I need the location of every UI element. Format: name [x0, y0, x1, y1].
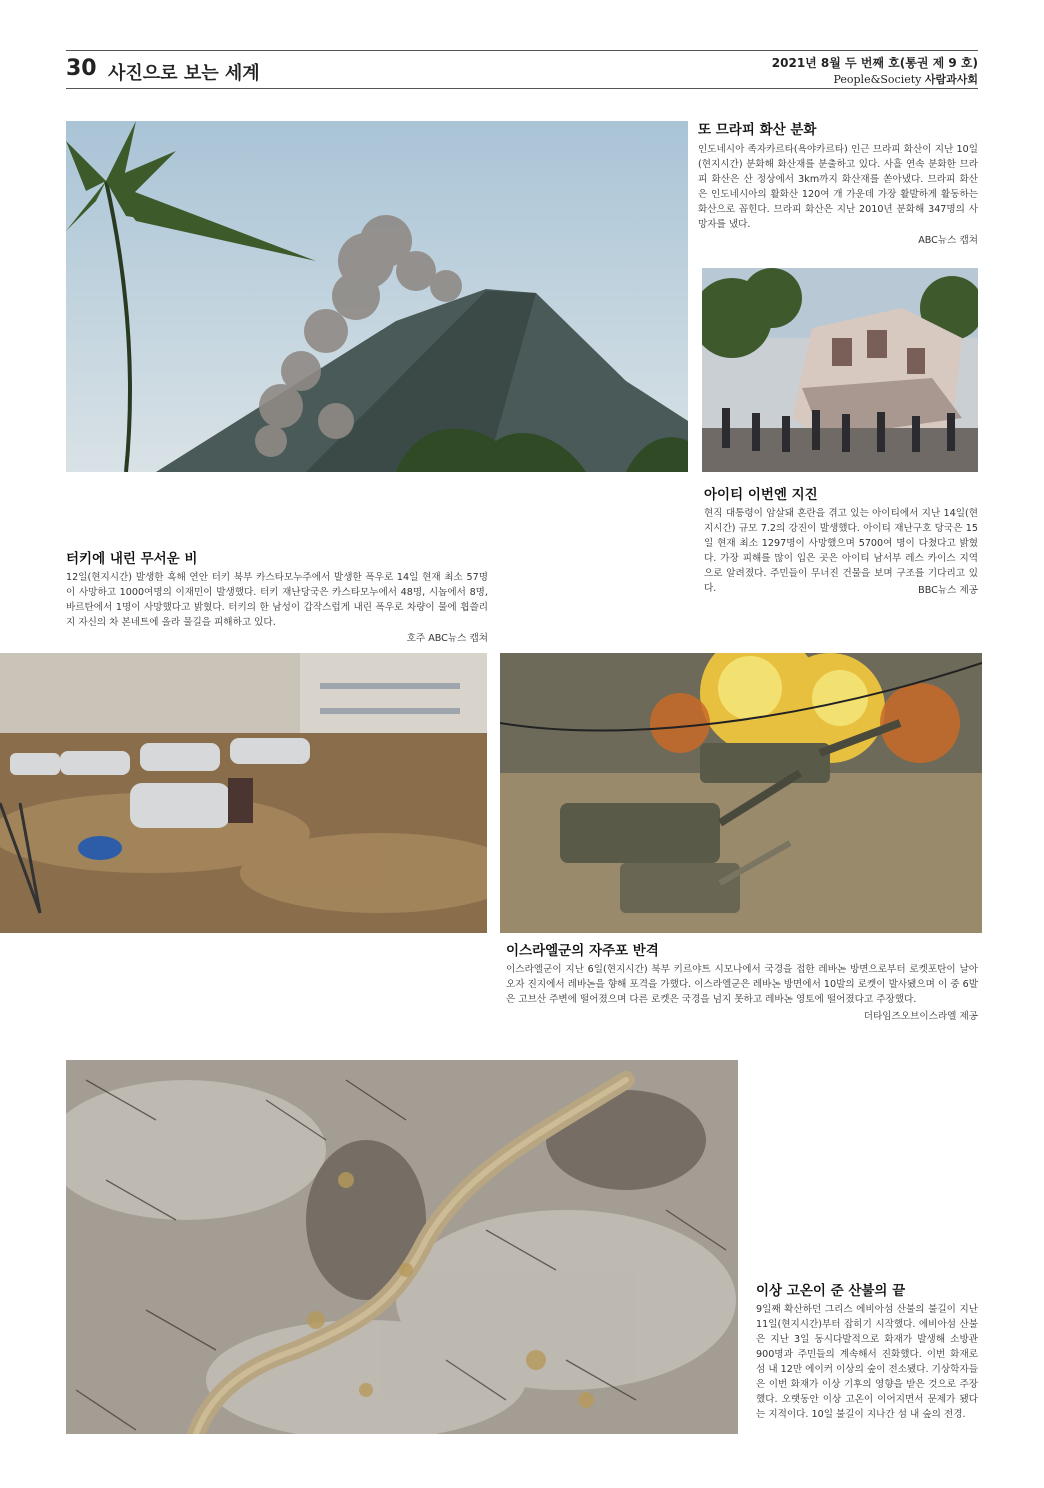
header-bottom-rule [66, 88, 978, 89]
article-israel-body: 이스라엘군이 지난 6일(현지시간) 북부 키르야트 시모나에서 국경을 접한 레바논 방면으로부터 로켓포탄이 날아오자 진지에서 레바논을 향해 포격을 가했다. 이스라엘군은 레바논 방면에서 10발의 로켓이 발사됐으며 이 중 6발은 고브산 주변에 떨어졌으며 다른 로켓은 국경을 넘지 못하고 레바논 영토에 떨어졌다고 주장했다. [506, 964, 978, 1005]
section-title: 사진으로 보는 세계 [108, 63, 260, 84]
article-merapi-body: 인도네시아 족자카르타(욕야카르타) 인근 므라피 화산이 지난 10일(현지시간) 분화해 화산재를 분출하고 있다. 사흘 연속 분화한 므라피 화산은 산 정상에서 3km까지 화산재를 쏟아냈다. 므라피 화산은 인도네시아의 활화산 120여 개 가운데 가장 활발하게 활동하는 화산으로 꼽힌다. 므라피 화산은 지난 2010년 분화해 347명의 사망자를 냈다. [698, 144, 978, 230]
article-wildfire-body: 9일째 확산하던 그리스 에비아섬 산불의 불길이 지난 11일(현지시간)부터 잡히기 시작했다. 에비아섬 산불은 지난 3일 동시다발적으로 화재가 발생해 소방관 900명과 주민들의 계속해서 진화했다. 이번 화재로 섬 내 12만 에이커 이상의 숲이 전소됐다. 기상학자들은 이번 화재가 이상 기후의 영향을 받은 것으로 주장했다. 오랫동안 이상 고온이 이어지면서 문제가 됐다는 지적이다. 10일 불길이 지나간 섬 내 숲의 전경. [756, 1304, 978, 1420]
article-israel-credit: 더타임즈오브이스라엘 제공 [863, 1011, 978, 1022]
issue-info: 2021년 8월 두 번째 호(통권 제 9 호) [771, 56, 978, 70]
header-top-rule [66, 50, 978, 51]
volcano-photo [66, 121, 688, 472]
publication-name [833, 71, 978, 87]
article-turkey-headline: 터키에 내린 무서운 비 [66, 551, 198, 567]
article-merapi-credit: ABC뉴스 캡쳐 [918, 235, 978, 246]
page-number: 30 [66, 56, 97, 81]
publication-name-en: People&Society [833, 73, 922, 86]
article-israel-headline: 이스라엘군의 자주포 반격 [506, 943, 659, 959]
article-haiti-body: 현직 대통령이 암살돼 혼란을 겪고 있는 아이티에서 지난 14일(현지시간) 규모 7.2의 강진이 발생했다. 아이티 재난구호 당국은 15일 현재 최소 1297명이 사망했으며 5700여 명이 다쳤다고 밝혔다. 가장 피해를 많이 입은 곳은 아이티 남서부 레스 카이스 지역으로 알려졌다. 주민들이 무너진 건물을 보며 구조를 기다리고 있다. [704, 508, 978, 594]
haiti-earthquake-photo [702, 268, 978, 472]
israel-artillery-photo [500, 653, 982, 933]
article-wildfire-headline: 이상 고온이 준 산불의 끝 [756, 1283, 906, 1299]
article-merapi-headline: 또 므라피 화산 분화 [698, 122, 817, 138]
turkey-flood-photo [0, 653, 487, 933]
article-haiti-headline: 아이티 이번엔 지진 [704, 487, 818, 503]
article-turkey-credit: 호주 ABC뉴스 캡쳐 [406, 633, 488, 644]
publication-name-ko: 사람과사회 [924, 73, 978, 86]
wildfire-aerial-photo [66, 1060, 738, 1434]
article-haiti-credit: BBC뉴스 제공 [918, 585, 978, 596]
article-turkey-body: 12일(현지시간) 발생한 흑해 연안 터키 북부 카스타모누주에서 발생한 폭우로 14일 현재 최소 57명이 사망하고 1000여명의 이재민이 발생했다. 터키 재난당국은 카스타모누에서 48명, 시놉에서 8명, 바르탄에서 1명이 사망했다고 밝혔다. 터키의 한 남성이 갑작스럽게 내린 폭우로 차량이 물에 휩쓸리지 자신의 차 본네트에 올라 물길을 피해하고 있다. [66, 572, 488, 628]
